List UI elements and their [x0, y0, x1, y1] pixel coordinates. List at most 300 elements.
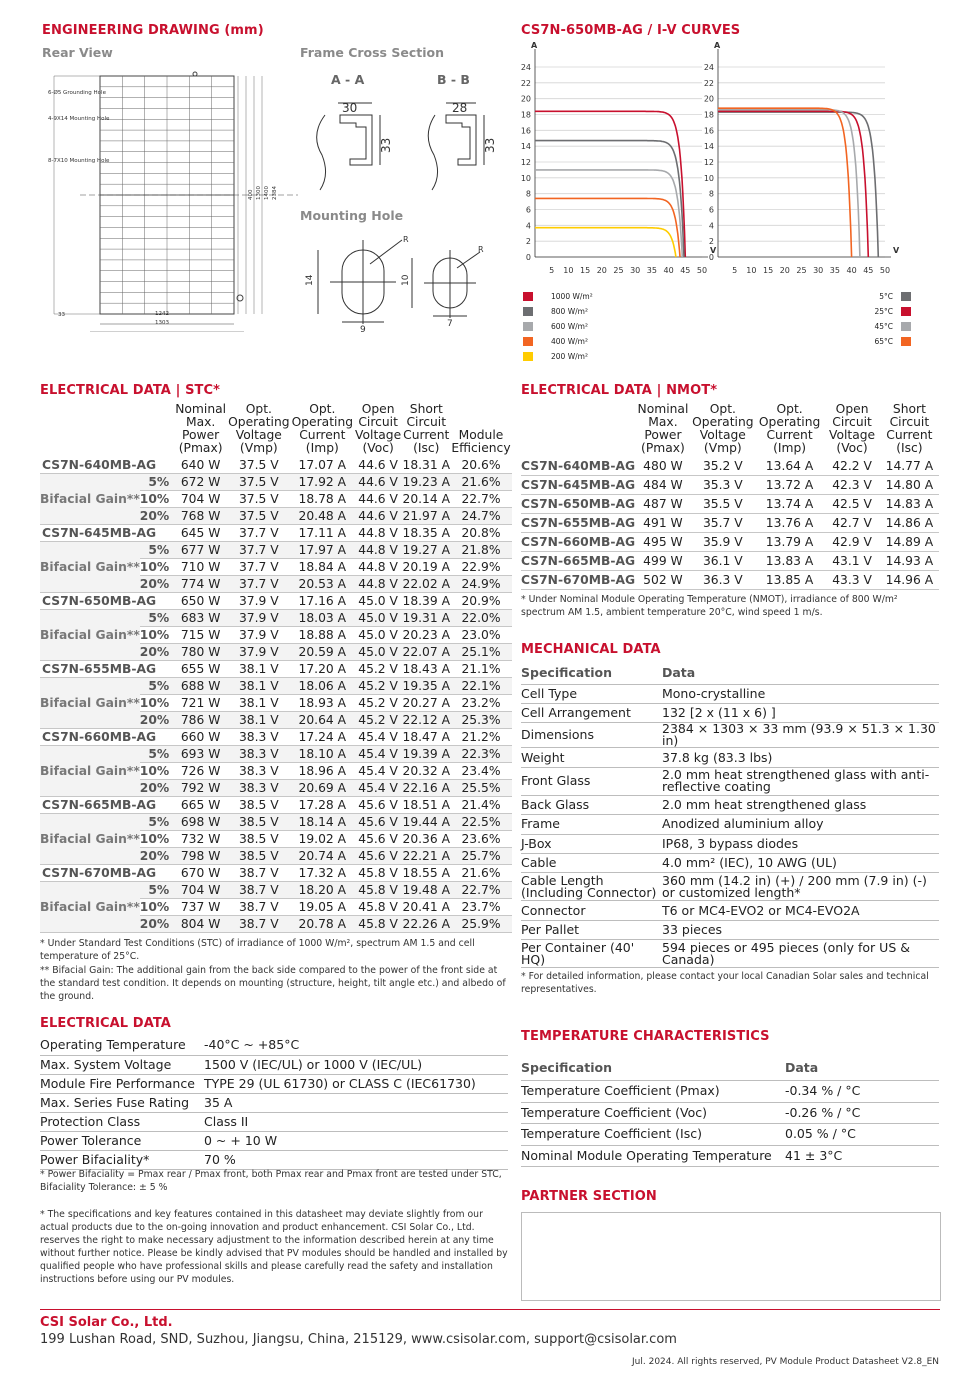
- iv-y-tick-label: 20: [703, 94, 714, 104]
- iv-y-tick-label: 2: [708, 237, 714, 247]
- nmot-table: [521, 403, 939, 590]
- mechanical-spec: Cell Type: [521, 684, 662, 703]
- stc-note-2: ** Bifacial Gain: The additional gain from the back side compared to the power of the front side at the standard test condition. It depends on mounting (structure, height, tilt angle etc.) and albedo of the ground.: [40, 965, 506, 1002]
- stc-cell: 18.10 A: [291, 746, 354, 763]
- nmot-cell: 14.93 A: [880, 552, 939, 571]
- stc-cell: 726 W: [174, 763, 227, 780]
- legend-swatch: [523, 292, 533, 301]
- disclaimer: * The specifications and key features contained in this datasheet may deviate slightly from our actual products due to the on-going innovation and product enhancement. CSI Solar Co., Ltd. reserves the right to make necessary adjustment to the information described herein at any time without further notice. Please be kindly advised that PV modules should be handled and installed by qualified people who have professional skills and please carefully read the safety and installation instructions before using our PV modules.: [40, 1209, 508, 1285]
- mechanical-table: [521, 662, 939, 968]
- iv-y-tick-label: 10: [703, 173, 714, 183]
- stc-cell: 45.8 V: [354, 865, 402, 882]
- nmot-cell: 35.5 V: [691, 495, 755, 514]
- legend-swatch: [901, 322, 911, 331]
- iv-y-tick-label: 22: [520, 78, 531, 88]
- stc-header-isc: Short Circuit Current (Isc): [403, 402, 450, 455]
- nmot-row: [521, 476, 939, 495]
- bifacial-gain-label: Bifacial Gain**: [40, 542, 140, 593]
- stc-row: [40, 661, 512, 678]
- nmot-cell: 13.72 A: [755, 476, 825, 495]
- footer-address: 199 Lushan Road, SND, Suzhou, Jiangsu, China, 215129, www.csisolar.com, support@csisolar.com: [40, 1332, 677, 1347]
- stc-cell: 45.0 V: [354, 644, 402, 661]
- mechanical-value: 594 pieces or 495 pieces (only for US & Canada): [662, 940, 939, 968]
- electrical-spec: Max. Series Fuse Rating: [40, 1093, 204, 1112]
- gain-percent: 5%: [140, 814, 174, 831]
- stc-cell: 19.05 A: [291, 899, 354, 916]
- nmot-row: [521, 552, 939, 571]
- stc-cell: 20.27 A: [402, 696, 451, 710]
- gain-percent: 10%: [140, 899, 174, 916]
- stc-cell: 20.9%: [450, 593, 511, 610]
- legend-swatch: [523, 322, 533, 331]
- mechanical-spec: Frame: [521, 815, 662, 834]
- stc-row: [40, 525, 512, 542]
- nmot-cell: 35.9 V: [691, 533, 755, 552]
- nmot-cell: 502 W: [635, 571, 691, 590]
- electrical-spec: Operating Temperature: [40, 1036, 204, 1055]
- stc-cell: 44.8 V: [354, 525, 402, 542]
- electrical-row: [40, 1131, 508, 1150]
- mounting-hole-label-2: 8-7X10 Mounting Hole: [48, 158, 110, 164]
- legend-swatch: [901, 292, 911, 301]
- stc-cell: 688 W: [174, 678, 227, 695]
- stc-cell: 18.93 A: [291, 695, 354, 712]
- stc-header-vmp: Opt. Operating Voltage (Vmp): [228, 402, 290, 455]
- stc-cell: 21.4%: [450, 797, 511, 814]
- electrical-spec: Power Tolerance: [40, 1131, 204, 1150]
- mechanical-row: [521, 748, 939, 767]
- stc-cell: 24.7%: [450, 508, 511, 525]
- footer-date: Jul. 2024. All rights reserved, PV Module Product Datasheet V2.8_EN: [632, 1357, 939, 1367]
- iv-x-tick-label: 40: [846, 266, 857, 275]
- gain-percent: 10%: [140, 627, 174, 644]
- stc-header-imp: Opt. Operating Current (Imp): [291, 402, 354, 455]
- stc-cell: 45.6 V: [354, 797, 402, 814]
- stc-cell: 37.5 V: [227, 508, 290, 525]
- iv-x-tick-label: 30: [813, 266, 824, 275]
- iv-x-tick-label: 50: [879, 266, 891, 275]
- stc-cell: 37.7 V: [227, 559, 290, 576]
- iv-y-tick-label: 4: [525, 221, 531, 231]
- mechanical-title: MECHANICAL DATA: [521, 642, 661, 657]
- stc-cell: 18.03 A: [291, 610, 354, 627]
- temperature-header-row: [521, 1056, 939, 1081]
- stc-cell: 21.8%: [450, 542, 511, 559]
- stc-cell: 37.9 V: [227, 644, 290, 661]
- iv-y-tick-label: 24: [703, 63, 714, 72]
- mechanical-row: [521, 901, 939, 920]
- stc-note-1: * Under Standard Test Conditions (STC) of irradiance of 1000 W/m², spectrum AM 1.5 and cell temperature of 25°C.: [40, 938, 475, 962]
- stc-cell: 21.1%: [450, 661, 511, 678]
- legend-label: 200 W/m²: [551, 352, 588, 361]
- stc-cell: 45.4 V: [354, 780, 402, 797]
- frame-cross-section-drawing: [300, 95, 500, 195]
- stc-cell: 45.8 V: [354, 899, 402, 916]
- legend-label: 600 W/m²: [551, 322, 588, 331]
- dim-2384: 2384: [272, 186, 278, 200]
- legend-label: 65°C: [874, 337, 893, 346]
- legend-swatch: [523, 307, 533, 316]
- gain-percent: 5%: [140, 882, 174, 899]
- stc-cell: 677 W: [174, 542, 227, 559]
- mechanical-value: 2.0 mm heat strengthened glass: [662, 795, 939, 814]
- nmot-cell: 42.3 V: [824, 476, 879, 495]
- stc-cell: 45.0 V: [354, 593, 402, 610]
- iv-y-tick-label: 6: [708, 205, 714, 215]
- stc-cell: 25.5%: [450, 780, 511, 797]
- gain-percent: 20%: [140, 576, 174, 593]
- stc-cell: 38.3 V: [227, 746, 290, 763]
- mechanical-row: [521, 873, 939, 901]
- stc-cell: 21.6%: [450, 865, 511, 882]
- stc-cell: 774 W: [174, 576, 227, 593]
- dim-400: 400: [248, 189, 254, 200]
- nmot-cell: 36.1 V: [691, 552, 755, 571]
- stc-cell: 18.51 A: [402, 798, 451, 812]
- nmot-cell: 35.3 V: [691, 476, 755, 495]
- nmot-cell: 35.7 V: [691, 514, 755, 533]
- gain-percent: 10%: [140, 831, 174, 848]
- stc-cell: 22.7%: [450, 882, 511, 899]
- stc-cell: 17.07 A: [291, 457, 354, 474]
- iv-x-tick-label: 25: [613, 266, 624, 275]
- stc-row: [40, 542, 512, 559]
- stc-cell: 17.28 A: [291, 797, 354, 814]
- mh1-width: 9: [360, 325, 366, 333]
- stc-cell: 645 W: [174, 525, 227, 542]
- stc-cell: 45.2 V: [354, 661, 402, 678]
- iv-y-tick-label: 0: [708, 253, 714, 262]
- stc-model-name: CS7N-640MB-AG: [40, 457, 174, 474]
- temperature-legend-item: [860, 319, 911, 334]
- mechanical-spec: Weight: [521, 748, 662, 767]
- iv-curve-200: [535, 228, 676, 257]
- stc-cell: 665 W: [174, 797, 227, 814]
- radius-label-1: R: [403, 235, 409, 244]
- stc-cell: 45.4 V: [354, 746, 402, 763]
- stc-cell: 732 W: [174, 831, 227, 848]
- mechanical-row: [521, 834, 939, 853]
- stc-cell: 19.48 A: [402, 883, 451, 897]
- stc-cell: 18.31 A: [402, 458, 451, 472]
- mechanical-row: [521, 704, 939, 723]
- bifacial-gain-label: Bifacial Gain**: [40, 746, 140, 797]
- mechanical-value: 132 [2 x (11 x 6) ]: [662, 704, 939, 723]
- stc-cell: 768 W: [174, 508, 227, 525]
- stc-cell: 45.2 V: [354, 695, 402, 712]
- stc-cell: 25.9%: [450, 916, 511, 933]
- stc-cell: 698 W: [174, 814, 227, 831]
- stc-row: [40, 797, 512, 814]
- dim-1303: 1303: [155, 320, 169, 326]
- nmot-header-voc: Open Circuit Voltage (Voc): [829, 402, 876, 455]
- stc-cell: 37.7 V: [227, 525, 290, 542]
- mechanical-spec: Cell Arrangement: [521, 704, 662, 723]
- electrical-row: [40, 1112, 508, 1131]
- stc-cell: 660 W: [174, 729, 227, 746]
- stc-cell: 22.7%: [450, 491, 511, 508]
- nmot-cell: 491 W: [635, 514, 691, 533]
- stc-row: [40, 474, 512, 491]
- stc-cell: 45.4 V: [354, 729, 402, 746]
- electrical-value: 0 ~ + 10 W: [204, 1131, 508, 1150]
- electrical-spec: Power Bifaciality*: [40, 1150, 204, 1169]
- iv-axis-letter-a: A: [531, 41, 538, 50]
- nmot-cell: 35.2 V: [691, 457, 755, 476]
- electrical-title: ELECTRICAL DATA: [40, 1016, 171, 1031]
- stc-cell: 45.0 V: [354, 610, 402, 627]
- nmot-cell: 499 W: [635, 552, 691, 571]
- stc-cell: 18.06 A: [291, 678, 354, 695]
- stc-cell: 37.9 V: [227, 627, 290, 644]
- stc-table: [40, 403, 512, 933]
- stc-cell: 25.7%: [450, 848, 511, 865]
- stc-cell: 45.6 V: [354, 831, 402, 848]
- nmot-cell: 42.5 V: [824, 495, 879, 514]
- iv-curves-title: CS7N-650MB-AG / I-V CURVES: [521, 23, 741, 38]
- gain-percent: 10%: [140, 559, 174, 576]
- stc-cell: 20.64 A: [291, 712, 354, 729]
- bifacial-gain-label: Bifacial Gain**: [40, 814, 140, 865]
- nmot-cell: 14.77 A: [880, 457, 939, 476]
- iv-x-tick-label: 10: [746, 266, 757, 275]
- electrical-row: [40, 1150, 508, 1169]
- stc-model-name: CS7N-665MB-AG: [40, 797, 174, 814]
- stc-cell: 798 W: [174, 848, 227, 865]
- iv-y-tick-label: 12: [703, 158, 714, 167]
- nmot-row: [521, 533, 939, 552]
- stc-cell: 38.7 V: [227, 899, 290, 916]
- stc-cell: 45.8 V: [354, 916, 402, 933]
- iv-axis-letter-a: A: [714, 41, 721, 50]
- stc-cell: 20.32 A: [402, 764, 451, 778]
- legend-swatch: [523, 352, 533, 361]
- stc-cell: 19.02 A: [291, 831, 354, 848]
- mechanical-row: [521, 853, 939, 872]
- stc-cell: 18.47 A: [402, 730, 451, 744]
- temperature-header-spec: Specification: [521, 1056, 785, 1081]
- nmot-cell: 13.83 A: [755, 552, 825, 571]
- temperature-row: [521, 1081, 939, 1103]
- stc-cell: 19.31 A: [402, 611, 451, 625]
- stc-model-name: CS7N-650MB-AG: [40, 593, 174, 610]
- temperature-header-data: Data: [785, 1056, 939, 1081]
- stc-cell: 20.23 A: [402, 628, 451, 642]
- stc-cell: 37.9 V: [227, 610, 290, 627]
- temperature-row: [521, 1124, 939, 1146]
- stc-header-pmax: Nominal Max. Power (Pmax): [175, 402, 227, 455]
- stc-cell: 44.8 V: [354, 576, 402, 593]
- mechanical-value: T6 or MC4-EVO2 or MC4-EVO2A: [662, 901, 939, 920]
- stc-cell: 17.97 A: [291, 542, 354, 559]
- mechanical-spec: Dimensions: [521, 723, 662, 748]
- nmot-model-name: CS7N-640MB-AG: [521, 457, 635, 476]
- mh1-height: 14: [305, 274, 315, 286]
- iv-y-tick-label: 0: [525, 253, 531, 262]
- mounting-hole-drawing: [300, 228, 500, 333]
- stc-cell: 704 W: [174, 491, 227, 508]
- stc-cell: 17.32 A: [291, 865, 354, 882]
- iv-curve-1000: [535, 111, 685, 257]
- electrical-spec: Module Fire Performance: [40, 1074, 204, 1093]
- stc-cell: 20.53 A: [291, 576, 354, 593]
- iv-x-tick-label: 5: [549, 266, 555, 275]
- gain-percent: 20%: [140, 644, 174, 661]
- stc-cell: 640 W: [174, 457, 227, 474]
- bifacial-gain-label: Bifacial Gain**: [40, 610, 140, 661]
- temperature-value: 41 ± 3°C: [785, 1145, 939, 1167]
- stc-cell: 20.59 A: [291, 644, 354, 661]
- stc-cell: 19.27 A: [402, 543, 451, 557]
- stc-cell: 44.6 V: [354, 491, 402, 508]
- iv-y-tick-label: 10: [520, 173, 531, 183]
- iv-y-tick-label: 16: [520, 126, 531, 136]
- stc-cell: 20.14 A: [402, 492, 451, 506]
- gain-percent: 10%: [140, 491, 174, 508]
- stc-cell: 17.11 A: [291, 525, 354, 542]
- footer-separator: [40, 1309, 940, 1310]
- dim-1242: 1242: [155, 311, 169, 317]
- electrical-spec: Protection Class: [40, 1112, 204, 1131]
- iv-x-tick-label: 50: [696, 266, 708, 275]
- gain-percent: 5%: [140, 542, 174, 559]
- mechanical-row: [521, 940, 939, 968]
- radius-label-2: R: [478, 245, 484, 254]
- nmot-cell: 43.3 V: [824, 571, 879, 590]
- stc-cell: 17.92 A: [291, 474, 354, 491]
- stc-cell: 18.96 A: [291, 763, 354, 780]
- engineering-drawing-title: ENGINEERING DRAWING (mm): [42, 23, 264, 38]
- legend-swatch: [901, 337, 911, 346]
- mounting-hole-label-1: 4-9X14 Mounting Hole: [48, 116, 110, 122]
- temperature-legend: [860, 289, 911, 349]
- legend-swatch: [523, 337, 533, 346]
- stc-cell: 20.6%: [450, 457, 511, 474]
- stc-cell: 38.5 V: [227, 831, 290, 848]
- frame-cross-section-label: Frame Cross Section: [300, 45, 444, 60]
- iv-panel-1: [521, 41, 717, 275]
- mechanical-spec: Per Container (40' HQ): [521, 940, 662, 968]
- stc-row: [40, 678, 512, 695]
- stc-cell: 37.5 V: [227, 491, 290, 508]
- stc-cell: 22.12 A: [402, 713, 451, 727]
- rear-view-drawing: [40, 62, 300, 332]
- iv-y-tick-label: 14: [520, 142, 531, 152]
- stc-cell: 650 W: [174, 593, 227, 610]
- section-aa-label: A - A: [331, 72, 365, 87]
- nmot-cell: 13.64 A: [755, 457, 825, 476]
- mechanical-row: [521, 795, 939, 814]
- mechanical-value: 4.0 mm² (IEC), 10 AWG (UL): [662, 853, 939, 872]
- stc-cell: 38.3 V: [227, 763, 290, 780]
- irradiance-legend-item: [523, 334, 593, 349]
- stc-cell: 20.19 A: [402, 560, 451, 574]
- iv-x-tick-label: 40: [663, 266, 674, 275]
- stc-cell: 19.35 A: [402, 679, 451, 693]
- nmot-cell: 36.3 V: [691, 571, 755, 590]
- temperature-title: TEMPERATURE CHARACTERISTICS: [521, 1029, 770, 1044]
- stc-cell: 38.3 V: [227, 780, 290, 797]
- iv-x-tick-label: 5: [732, 266, 738, 275]
- nmot-cell: 42.2 V: [824, 457, 879, 476]
- stc-model-name: CS7N-655MB-AG: [40, 661, 174, 678]
- mechanical-value: 37.8 kg (83.3 lbs): [662, 748, 939, 767]
- mechanical-spec: J-Box: [521, 834, 662, 853]
- stc-row: [40, 814, 512, 831]
- stc-cell: 45.8 V: [354, 882, 402, 899]
- irradiance-legend-item: [523, 289, 593, 304]
- gain-percent: 10%: [140, 763, 174, 780]
- stc-cell: 22.0%: [450, 610, 511, 627]
- mechanical-row: [521, 723, 939, 748]
- stc-cell: 22.26 A: [402, 917, 451, 931]
- stc-cell: 25.3%: [450, 712, 511, 729]
- iv-x-tick-label: 10: [563, 266, 574, 275]
- iv-x-tick-label: 20: [779, 266, 790, 275]
- gain-percent: 20%: [140, 916, 174, 933]
- iv-x-tick-label: 15: [763, 266, 774, 275]
- stc-row: [40, 610, 512, 627]
- iv-panel-2: [704, 41, 900, 275]
- stc-cell: 37.7 V: [227, 576, 290, 593]
- stc-cell: 44.6 V: [354, 474, 402, 491]
- temperature-value: 0.05 % / °C: [785, 1124, 939, 1146]
- mechanical-value: 33 pieces: [662, 920, 939, 939]
- iv-axis-letter-v: V: [893, 246, 900, 255]
- nmot-model-name: CS7N-645MB-AG: [521, 476, 635, 495]
- stc-cell: 20.74 A: [291, 848, 354, 865]
- stc-title: ELECTRICAL DATA | STC*: [40, 383, 221, 398]
- mh2-width: 7: [447, 319, 453, 329]
- stc-model-name: CS7N-645MB-AG: [40, 525, 174, 542]
- stc-cell: 655 W: [174, 661, 227, 678]
- stc-cell: 38.7 V: [227, 882, 290, 899]
- stc-cell: 38.5 V: [227, 814, 290, 831]
- stc-model-name: CS7N-660MB-AG: [40, 729, 174, 746]
- mechanical-row: [521, 684, 939, 703]
- dim-1400: 1400: [264, 186, 270, 200]
- stc-cell: 38.7 V: [227, 916, 290, 933]
- irradiance-legend: [523, 289, 593, 364]
- mechanical-value: Mono-crystalline: [662, 684, 939, 703]
- bifacial-gain-label: Bifacial Gain**: [40, 882, 140, 933]
- electrical-value: 35 A: [204, 1093, 508, 1112]
- stc-header-voc: Open Circuit Voltage (Voc): [355, 402, 402, 455]
- electrical-spec: Max. System Voltage: [40, 1055, 204, 1074]
- stc-cell: 38.7 V: [227, 865, 290, 882]
- nmot-header-vmp: Opt. Operating Voltage (Vmp): [692, 402, 754, 455]
- bifacial-gain-label: Bifacial Gain**: [40, 678, 140, 729]
- nmot-title: ELECTRICAL DATA | NMOT*: [521, 383, 718, 398]
- electrical-note: * Power Bifaciality = Pmax rear / Pmax front, both Pmax rear and Pmax front are tested under STC, Bifaciality Tolerance: ± 5 %: [40, 1169, 502, 1193]
- stc-cell: 20.78 A: [291, 916, 354, 933]
- stc-cell: 804 W: [174, 916, 227, 933]
- bb-height: 33: [483, 137, 497, 153]
- stc-cell: 17.16 A: [291, 593, 354, 610]
- iv-curve-5c: [718, 112, 878, 257]
- stc-model-name: CS7N-670MB-AG: [40, 865, 174, 882]
- stc-cell: 25.1%: [450, 644, 511, 661]
- temperature-value: -0.26 % / °C: [785, 1102, 939, 1124]
- stc-cell: 44.8 V: [354, 542, 402, 559]
- stc-row: [40, 729, 512, 746]
- stc-cell: 693 W: [174, 746, 227, 763]
- stc-cell: 38.5 V: [227, 797, 290, 814]
- legend-label: 800 W/m²: [551, 307, 588, 316]
- stc-cell: 38.1 V: [227, 712, 290, 729]
- legend-swatch: [901, 307, 911, 316]
- stc-cell: 18.78 A: [291, 491, 354, 508]
